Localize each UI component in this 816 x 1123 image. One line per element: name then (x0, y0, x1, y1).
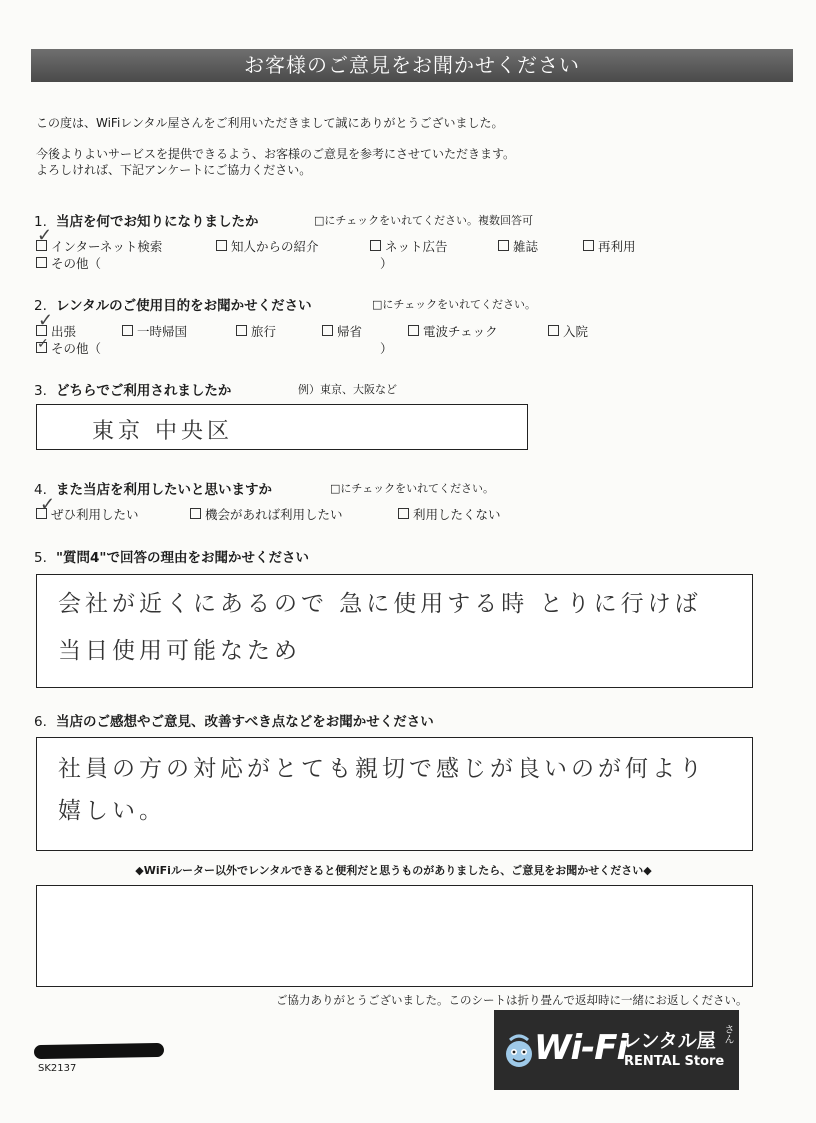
q2-option-signal-check[interactable]: 電波チェック (408, 322, 498, 340)
q1-other-close: ） (380, 256, 393, 271)
q1-option-net-ad[interactable]: ネット広告 (370, 237, 448, 255)
q4-option-if-chance[interactable]: 機会があれば利用したい (190, 505, 343, 523)
checkmark-icon: ✓ (37, 336, 49, 352)
question-4: 4. また当店を利用したいと思いますか (34, 482, 272, 498)
q2-option-travel[interactable]: 旅行 (236, 322, 276, 340)
q2-option-hospital[interactable]: 入院 (548, 322, 588, 340)
q4-option-definitely[interactable]: ぜひ利用したい (36, 505, 139, 523)
question-1: 1. 当店を何でお知りになりましたか (34, 214, 259, 230)
question-4-note: □にチェックをいれてください。 (330, 482, 495, 495)
intro-line-1: この度は、WiFiレンタル屋さんをご利用いただきまして誠にありがとうございました。 (36, 116, 504, 130)
q2-option-other[interactable]: その他（ (36, 339, 101, 357)
thanks-note: ご協力ありがとうございました。このシートは折り畳んで返却時に一緒にお返しください。 (276, 993, 748, 1007)
q1-option-magazine[interactable]: 雑誌 (498, 237, 538, 255)
q1-option-internet[interactable]: インターネット検索 (36, 237, 162, 255)
question-3-example: 例）東京、大阪など (298, 383, 397, 396)
q1-option-reuse[interactable]: 再利用 (583, 237, 636, 255)
q6-answer-line-1: 社員の方の対応がとても親切で感じが良いのが何より (58, 756, 706, 782)
question-5: 5. "質問4"で回答の理由をお聞かせください (34, 550, 309, 566)
mascot-icon (502, 1032, 536, 1072)
q5-answer-line-2: 当日使用可能なため (58, 638, 301, 664)
q1-option-referral[interactable]: 知人からの紹介 (216, 237, 319, 255)
question-6: 6. 当店のご感想やご意見、改善すべき点などをお聞かせください (34, 714, 434, 730)
checkmark-icon: ✓ (38, 310, 54, 331)
q2-option-business[interactable]: 出張 (36, 322, 76, 340)
intro-line-2: 今後よりよいサービスを提供できるよう、お客様のご意見を参考にさせていただきます。 (36, 147, 516, 161)
question-7: ◆WiFiルーター以外でレンタルできると便利だと思うものがありましたら、ご意見をお聞かせください◆ (135, 864, 652, 877)
checkmark-icon: ✓ (40, 494, 56, 515)
q2-option-temp-return[interactable]: 一時帰国 (122, 322, 187, 340)
q4-option-no[interactable]: 利用したくない (398, 505, 501, 523)
logo-jp: レンタル屋 (622, 1030, 716, 1052)
question-2: 2. レンタルのご使用目的をお聞かせください (34, 298, 312, 314)
q5-answer-line-1: 会社が近くにあるので 急に使用する時 とりに行けば (58, 591, 702, 617)
q2-option-homecoming[interactable]: 帰省 (322, 322, 362, 340)
q3-answer-text: 東京 中央区 (92, 419, 233, 444)
q1-option-other[interactable]: その他（ (36, 254, 101, 272)
q6-answer-line-2: 嬉しい。 (58, 798, 166, 824)
q7-answer-box[interactable] (36, 885, 753, 987)
q2-other-close: ） (380, 341, 393, 356)
logo-en: RENTAL Store (624, 1054, 725, 1069)
redacted-barcode (34, 1043, 164, 1059)
logo-san: さん (722, 1024, 733, 1044)
form-code: SK2137 (38, 1063, 77, 1074)
question-1-note: □にチェックをいれてください。複数回答可 (314, 214, 534, 227)
brand-logo (494, 1010, 739, 1090)
intro-line-3: よろしければ、下記アンケートにご協力ください。 (36, 163, 312, 177)
logo-wifi: Wi-Fi (534, 1028, 628, 1068)
question-3: 3. どちらでご利用されましたか (34, 383, 232, 399)
page-title: お客様のご意見をお聞かせください (31, 49, 793, 82)
checkmark-icon: ✓ (37, 225, 53, 246)
question-2-note: □にチェックをいれてください。 (372, 298, 537, 311)
